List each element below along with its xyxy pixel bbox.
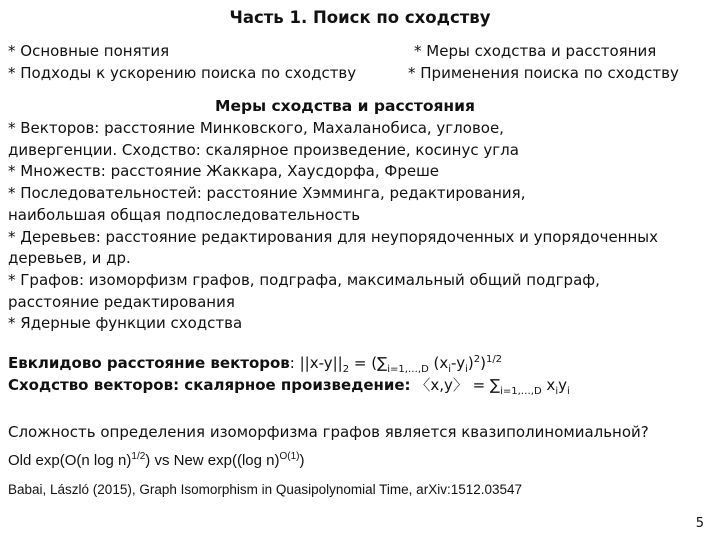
measure-line: * Деревьев: расстояние редактирования для неупорядоченных и упорядоченных (8, 227, 659, 246)
old-vs-new-complexity: Old exp(O(n log n)$^{1/2}$) vs New exp((log n)$^{O(1)}$) (8, 451, 305, 469)
dot-product-formula: Сходство векторов: скалярное произведение: 〈x,y〉 = $\sum_{i=1,\dots,D}$ $x_iy_i$ (8, 376, 570, 397)
measure-line: * Ядерные функции сходства (8, 314, 243, 333)
page-number: 5 (695, 516, 704, 531)
topics-right (408, 40, 679, 84)
measure-line: * Графов: изоморфизм графов, подграфа, максимальный общий подграф, (8, 270, 600, 289)
euclidean-formula: Евклидово расстояние векторов: $||x-y||_2 = (\sum_{i=1,\dots,D}$ $(x_i-y_i)^2)^{1/2}$ (8, 354, 503, 375)
measure-line: наибольшая общая подпоследовательность (8, 205, 361, 224)
measure-line: * Последовательностей: расстояние Хэмминга, редактирования, (8, 184, 526, 203)
slide-title: Часть 1. Поиск по сходству (229, 8, 491, 27)
topic-basic-concepts: * Основные понятия (8, 42, 170, 60)
reference: Babai, László (2015), Graph Isomorphism in Quasipolynomial Time, arXiv:1512.03547 (8, 482, 523, 497)
measure-line: расстояние редактирования (8, 292, 235, 311)
euclidean-label: Евклидово расстояние векторов (8, 354, 290, 372)
section-title: Меры сходства и расстояния (215, 97, 475, 115)
measures-list (8, 118, 708, 335)
measure-line: деревьев, и др. (8, 249, 131, 268)
topic-similarity-measures: * Меры сходства и расстояния (414, 42, 657, 60)
topic-acceleration-approaches: * Подходы к ускорению поиска по сходству (8, 64, 357, 82)
formulas (8, 352, 708, 396)
complexity-question: Сложность определения изоморфизма графов является квазиполиномиальной? (8, 423, 649, 441)
measure-line: * Векторов: расстояние Минковского, Махаланобиса, угловое, (8, 119, 504, 137)
dot-product-label: Сходство векторов: скалярное произведение: (8, 376, 411, 394)
topic-applications: * Применения поиска по сходству (408, 64, 679, 82)
topics-left (8, 40, 356, 84)
measure-line: * Множеств: расстояние Жаккара, Хаусдорфа, Фреше (8, 162, 440, 181)
measure-line: дивергенции. Сходство: скалярное произведение, косинус угла (8, 140, 519, 159)
